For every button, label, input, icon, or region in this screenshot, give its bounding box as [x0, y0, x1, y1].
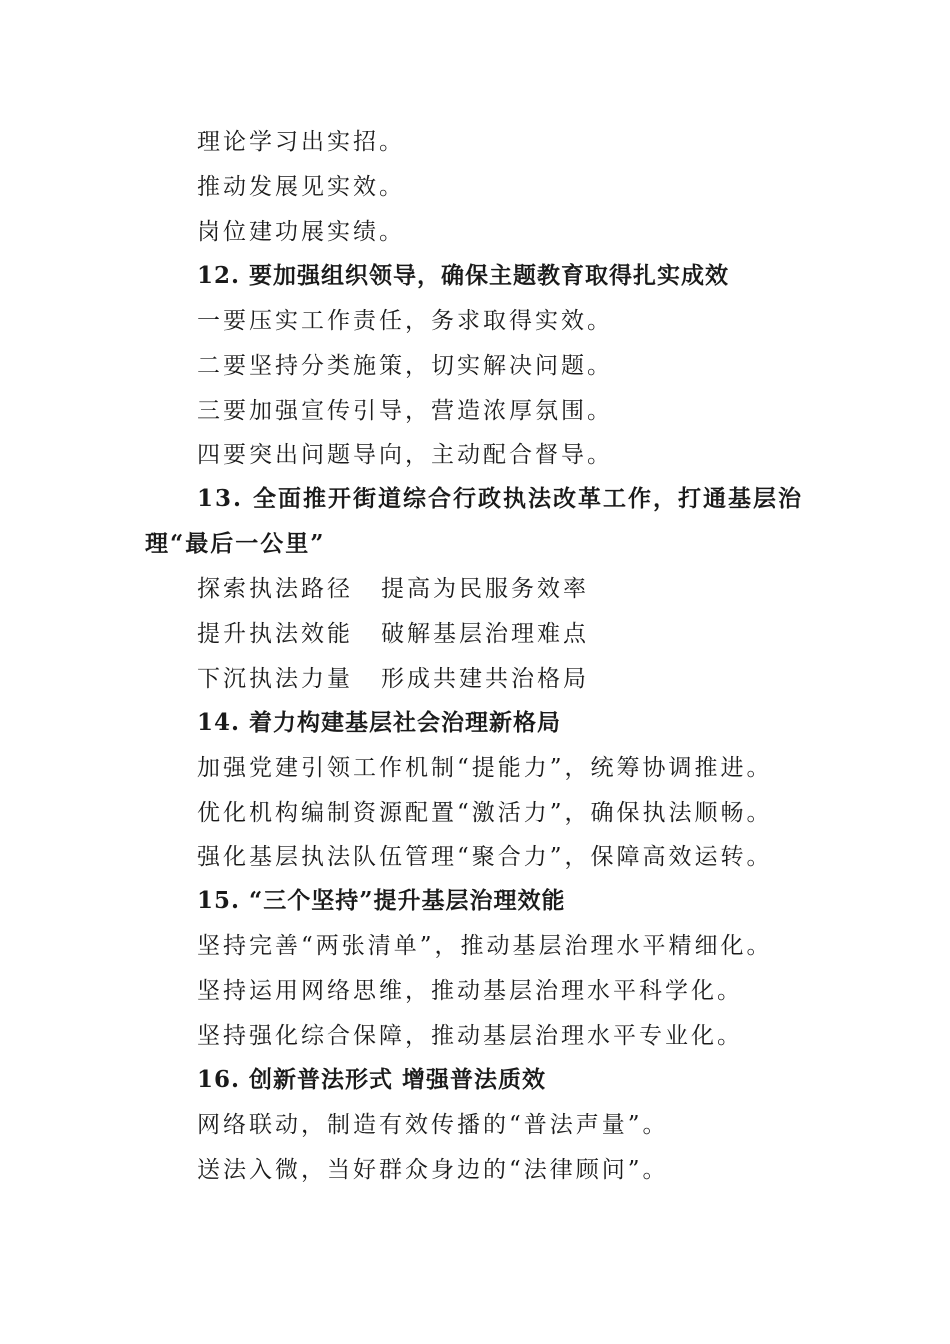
section-13-row	[197, 664, 589, 694]
section-15-line: 坚持强化综合保障，推动基层治理水平专业化。	[197, 1023, 743, 1049]
section-16-line: 网络联动，制造有效传播的“普法声量”。	[197, 1112, 669, 1138]
section-15-line: 坚持完善“两张清单”，推动基层治理水平精细化。	[197, 933, 773, 959]
section-13-row-b: 破解基层治理难点	[381, 621, 589, 647]
section-16-heading: 16. 创新普法形式 增强普法质效	[197, 1066, 547, 1093]
section-12-line: 三要加强宣传引导，营造浓厚氛围。	[197, 398, 613, 424]
section-13-row-a: 探索执法路径	[197, 576, 353, 602]
section-13-row-a: 下沉执法力量	[197, 666, 353, 692]
section-13-row-b: 提高为民服务效率	[381, 576, 589, 602]
intro-line: 理论学习出实招。	[197, 129, 405, 155]
section-14-line: 强化基层执法队伍管理“聚合力”，保障高效运转。	[197, 844, 773, 870]
section-14-line: 优化机构编制资源配置“激活力”，确保执法顺畅。	[197, 800, 773, 826]
section-15-line: 坚持运用网络思维，推动基层治理水平科学化。	[197, 978, 743, 1004]
section-13-heading: 13. 全面推开街道综合行政执法改革工作，打通基层治理“最后一公里”	[145, 485, 804, 557]
section-12-line: 一要压实工作责任，务求取得实效。	[197, 308, 613, 334]
section-13-row	[197, 619, 589, 649]
intro-line: 岗位建功展实绩。	[197, 219, 405, 245]
section-12-heading: 12. 要加强组织领导，确保主题教育取得扎实成效	[197, 262, 730, 289]
section-12-line: 二要坚持分类施策，切实解决问题。	[197, 353, 613, 379]
section-12-line: 四要突出问题导向，主动配合督导。	[197, 442, 613, 468]
section-14-heading: 14. 着力构建基层社会治理新格局	[197, 709, 562, 736]
section-15-heading: 15. “三个坚持”提升基层治理效能	[197, 887, 566, 914]
section-13-row-b: 形成共建共治格局	[381, 666, 589, 692]
section-14-line: 加强党建引领工作机制“提能力”，统筹协调推进。	[197, 755, 773, 781]
section-16-line: 送法入微，当好群众身边的“法律顾问”。	[197, 1157, 669, 1183]
intro-line: 推动发展见实效。	[197, 174, 405, 200]
section-13-row	[197, 574, 589, 604]
section-13-row-a: 提升执法效能	[197, 621, 353, 647]
